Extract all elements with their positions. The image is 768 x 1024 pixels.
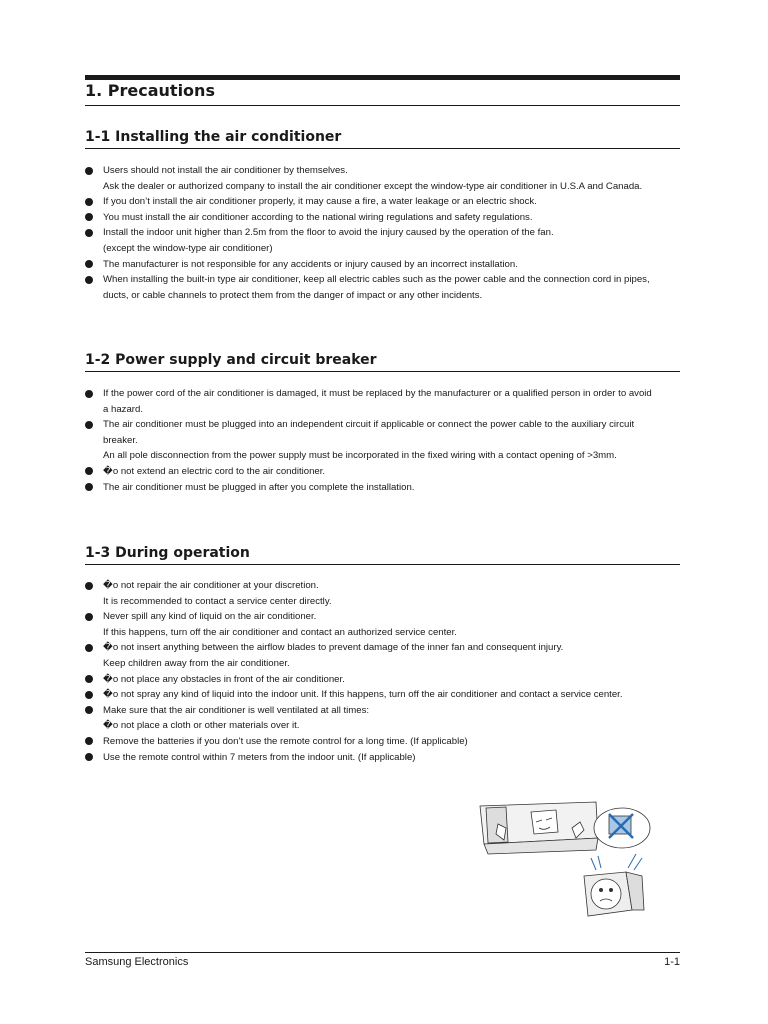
list-item-line: Ask the dealer or authorized company to install the air conditioner except the window-type air conditioner in U.S.A and Canada. xyxy=(103,180,643,192)
list-item xyxy=(85,210,680,226)
list-item-line: �o not place a cloth or other materials over it. xyxy=(103,720,300,732)
list-item xyxy=(85,609,680,640)
list-item xyxy=(85,578,680,609)
section-title-power-supply: 1-2 Power supply and circuit breaker xyxy=(85,350,680,372)
outdoor-unit-drawing xyxy=(584,872,644,916)
list-item-line: �o not place any obstacles in front of the air conditioner. xyxy=(103,673,345,685)
footer-page-number: 1-1 xyxy=(664,956,680,968)
list-item-line: a hazard. xyxy=(103,403,144,415)
list-item-line: Never spill any kind of liquid on the air conditioner. xyxy=(103,611,317,623)
list-item xyxy=(85,703,680,734)
list-item-line: If you don’t install the air conditioner properly, it may cause a fire, a water leakage or an electric shock. xyxy=(103,196,537,208)
list-item-line: The air conditioner must be plugged in after you complete the installation. xyxy=(103,481,415,493)
list-item-line: You must install the air conditioner according to the national wiring regulations and safety regulations. xyxy=(103,211,533,223)
warning-spark-lines xyxy=(591,854,642,870)
list-item xyxy=(85,480,680,496)
list-item xyxy=(85,672,680,688)
list-item-line: �o not repair the air conditioner at your discretion. xyxy=(103,580,319,591)
list-item-line: When installing the built-in type air conditioner, keep all electric cables such as the power cable and the connection cord in pipes, xyxy=(103,274,650,286)
list-item-line: It is recommended to contact a service center directly. xyxy=(103,595,332,607)
list-item xyxy=(85,687,680,703)
footer-rule xyxy=(85,952,680,953)
air-conditioner-illustration xyxy=(476,798,656,923)
footer-company: Samsung Electronics xyxy=(85,956,189,968)
chapter-title: 1. Precautions xyxy=(85,80,680,106)
list-item xyxy=(85,163,680,194)
list-item xyxy=(85,257,680,273)
list-item xyxy=(85,417,680,464)
list-item xyxy=(85,194,680,210)
section-list-during-operation xyxy=(85,578,680,765)
section-list-power-supply xyxy=(85,386,680,495)
indoor-unit-drawing xyxy=(480,802,598,854)
list-item xyxy=(85,750,680,766)
list-item-line: �o not extend an electric cord to the air conditioner. xyxy=(103,465,326,477)
list-item-line: Use the remote control within 7 meters from the indoor unit. (If applicable) xyxy=(103,751,416,763)
list-item-line: ducts, or cable channels to protect them from the danger of impact or any other incidents. xyxy=(103,289,483,301)
list-item xyxy=(85,640,680,671)
prohibited-object-drawing xyxy=(594,808,650,848)
list-item-line: breaker. xyxy=(103,434,138,446)
list-item-line: The air conditioner must be plugged into an independent circuit if applicable or connect the power cable to the auxiliary circuit xyxy=(103,419,635,431)
section-list-installing xyxy=(85,163,680,303)
list-item-line: If the power cord of the air conditioner is damaged, it must be replaced by the manufacturer or a qualified person in order to avoid xyxy=(103,388,652,399)
list-item-line: The manufacturer is not responsible for any accidents or injury caused by an incorrect installation. xyxy=(103,258,518,270)
list-item xyxy=(85,734,680,750)
list-item-line: (except the window-type air conditioner) xyxy=(103,242,273,254)
list-item-line: �o not insert anything between the airflow blades to prevent damage of the inner fan and consequent injury. xyxy=(103,642,564,654)
list-item-line: �o not spray any kind of liquid into the indoor unit. If this happens, turn off the air conditioner and contact a service center. xyxy=(103,689,623,701)
section-title-during-operation: 1-3 During operation xyxy=(85,543,680,565)
list-item xyxy=(85,464,680,480)
list-item-line: Keep children away from the air conditioner. xyxy=(103,657,290,669)
list-item-line: An all pole disconnection from the power supply must be incorporated in the fixed wiring with a contact opening of >3mm. xyxy=(103,450,617,462)
list-item-line: Make sure that the air conditioner is well ventilated at all times: xyxy=(103,704,370,716)
list-item xyxy=(85,272,680,303)
list-item-line: Install the indoor unit higher than 2.5m from the floor to avoid the injury caused by the operation of the fan. xyxy=(103,227,554,239)
list-item xyxy=(85,225,680,256)
list-item-line: Remove the batteries if you don’t use the remote control for a long time. (If applicable) xyxy=(103,735,468,747)
list-item xyxy=(85,386,680,417)
list-item-line: Users should not install the air conditioner by themselves. xyxy=(103,165,348,176)
section-title-installing: 1-1 Installing the air conditioner xyxy=(85,127,680,149)
list-item-line: If this happens, turn off the air conditioner and contact an authorized service center. xyxy=(103,626,457,638)
